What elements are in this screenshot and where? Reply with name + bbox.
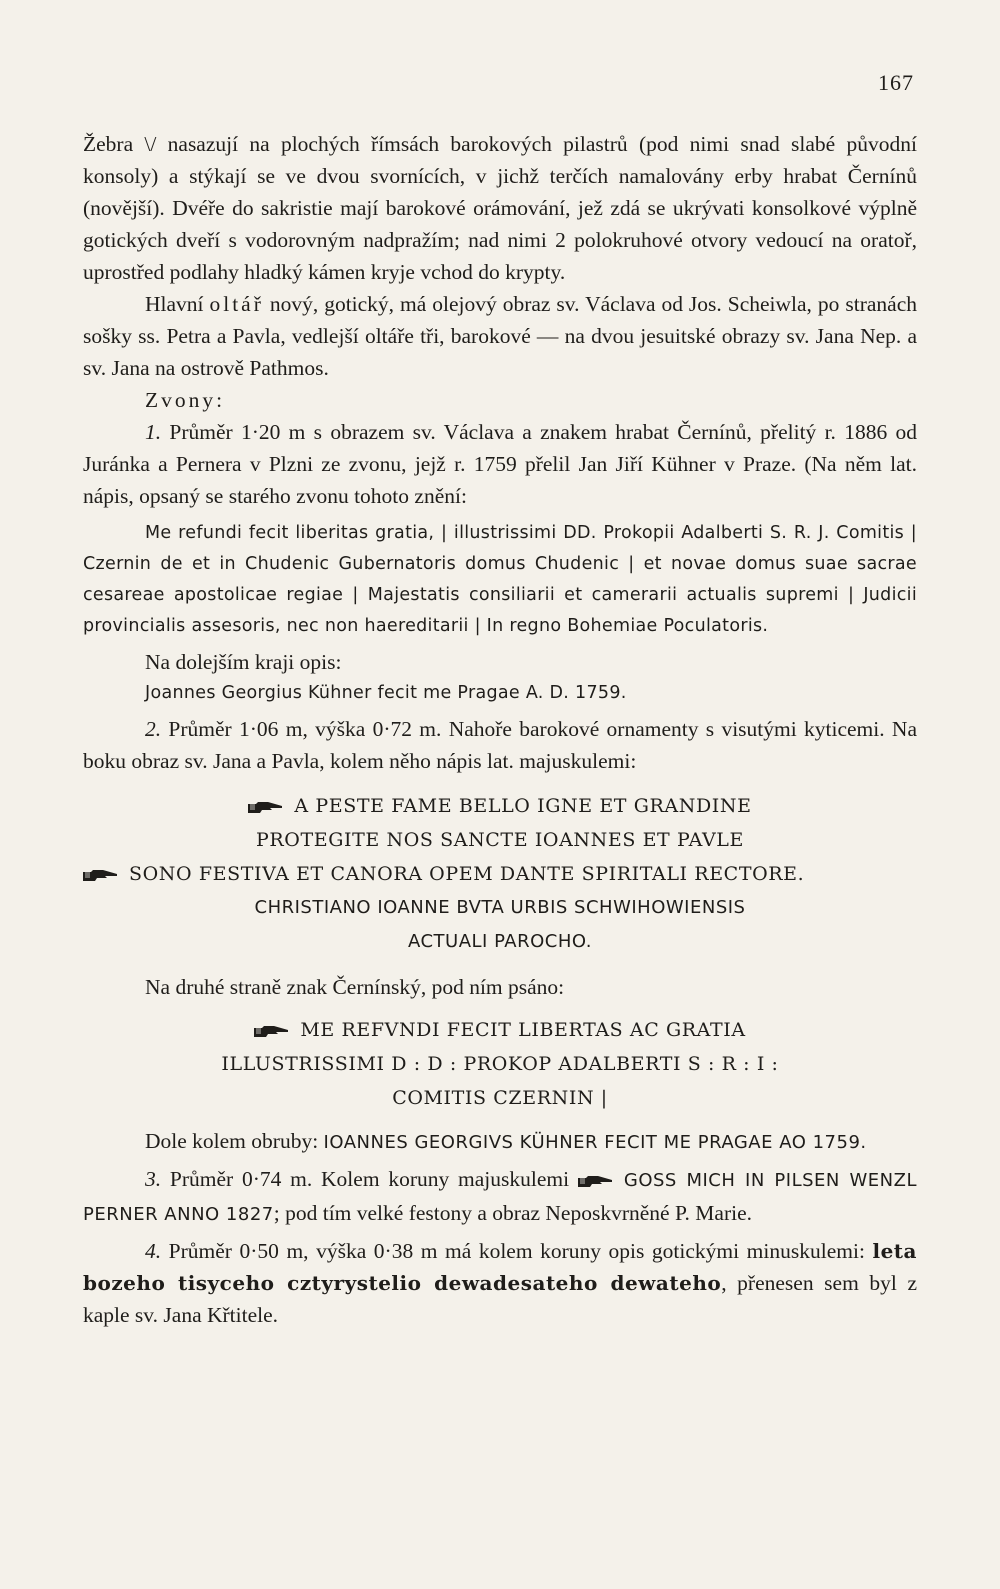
lower-edge-label: Na dolejším kraji opis: xyxy=(145,650,342,674)
paragraph-altar xyxy=(83,288,917,384)
other-side-label: Na druhé straně znak Černínský, pod ním psáno: xyxy=(145,975,565,999)
other-side-inscription xyxy=(83,1013,917,1115)
caps-line-6 xyxy=(83,1013,917,1047)
bell-4-text-b: , přenesen sem byl z kaple sv. Jana Křtitele. xyxy=(83,1271,917,1327)
bell-4-number: 4. xyxy=(145,1239,162,1263)
caps-line-1-text: A PESTE FAME BELLO IGNE ET GRANDINE xyxy=(294,795,752,817)
rim-prefix: Dole kolem obruby: xyxy=(145,1129,324,1153)
bell-1-number: 1. xyxy=(145,420,162,444)
bell-1-text: Průměr 1·20 m s obrazem sv. Václava a znakem hrabat Černínů, přelitý r. 1886 od Juránka a Pernera v Plzni ze zvonu, jejž r. 1759 přelil Jan Jiří Kühner v Praze. (Na něm lat. nápis, opsaný se starého zvonu tohoto znění: xyxy=(83,420,917,508)
caps-line-3-text: SONO FESTIVA ET CANORA OPEM DANTE SPIRITALI RECTORE. xyxy=(129,863,805,885)
page-number: 167 xyxy=(878,70,914,95)
bell-4-text-a: Průměr 0·50 m, výška 0·38 m má kolem koruny opis gotickými minuskulemi: xyxy=(161,1239,873,1263)
paragraph-bell-2 xyxy=(83,713,917,777)
rim-caps: IOANNES GEORGIVS KÜHNER FECIT ME PRAGAE AO 1759. xyxy=(323,1132,867,1153)
bell-3-number: 3. xyxy=(145,1167,162,1191)
caps-line-1 xyxy=(83,789,917,823)
caps-line-3 xyxy=(83,857,917,891)
caps-line-5: ACTUALI PAROCHO. xyxy=(407,931,593,952)
paragraph-bell-4 xyxy=(83,1235,917,1331)
bell-3-text-b: ; pod tím velké festony a obraz Neposkvrněné P. Marie. xyxy=(273,1201,752,1225)
altar-rest: nový, gotický, má olejový obraz sv. Václava od Jos. Scheiwla, po stranách sošky ss. Petra a Pavla, vedlejší oltáře tři, barokové — na dvou jesuitské obrazy sv. Jana Nep. a sv. Jana na ostrově Pathmos. xyxy=(83,292,917,380)
paragraph-vault: Žebra \/ nasazují na plochých římsách barokových pilastrů (pod nimi snad slabé původní konsoly) a stýkají se ve dvou svornících, v jichž terčích namalovány erby hrabat Černínů (novější). Dvéře do sakristie mají barokové orámování, jež zdá se ukrývati konsolkové výplně gotických dveří s vodorovným nadpražím; nad nimi 2 polokruhové otvory vedoucí na oratoř, uprostřed podlahy hladký kámen kryje vchod do krypty. xyxy=(83,132,917,284)
inscription-latin-2: Joannes Georgius Kühner fecit me Pragae A. D. 1759. xyxy=(145,683,627,703)
bell-2-number: 2. xyxy=(145,717,162,741)
pointing-hand-icon xyxy=(248,801,284,814)
paragraph-bell-1 xyxy=(83,416,917,512)
caps-line-4: CHRISTIANO IOANNE BVTA URBIS SCHWIHOWIENSIS xyxy=(254,897,746,918)
altar-prefix: Hlavní xyxy=(145,292,210,316)
altar-spaced-word: oltář xyxy=(209,292,264,316)
pointing-hand-icon xyxy=(254,1025,290,1038)
page-body xyxy=(83,128,917,1331)
caps-line-2: PROTEGITE NOS SANCTE IOANNES ET PAVLE xyxy=(256,829,744,851)
bell-2-inscription xyxy=(83,789,917,959)
bells-heading: Zvony: xyxy=(145,388,226,412)
bell-4-blackletter: leta bozeho tisyceho cztyrystelio dewadesateho dewateho xyxy=(83,1239,917,1295)
paragraph-rim xyxy=(83,1125,917,1159)
bell-2-text: Průměr 1·06 m, výška 0·72 m. Nahoře barokové ornamenty s visutými kyticemi. Na boku obraz sv. Jana a Pavla, kolem něho nápis lat. majuskulemi: xyxy=(83,717,917,773)
caps-line-6-text: ME REFVNDI FECIT LIBERTAS AC GRATIA xyxy=(300,1019,746,1041)
paragraph-bell-3 xyxy=(83,1163,917,1231)
pointing-hand-icon xyxy=(83,869,119,882)
bell-3-caps: GOSS MICH IN PILSEN WENZL PERNER ANNO 1827 xyxy=(83,1170,918,1225)
inscription-latin-1: Me refundi fecit liberitas gratia, | illustrissimi DD. Prokopii Adalberti S. R. J. Comitis | Czernin de et in Chudenic Gubernatoris domus Chudenic | et novae domus suae sacrae cesareae apostolicae regiae | Majestatis consiliarii et camerarii actualis supremi | Judicii provincialis assesoris, nec non haereditarii | In regno Bohemiae Poculatoris. xyxy=(83,523,917,636)
caps-line-8: COMITIS CZERNIN | xyxy=(392,1087,608,1109)
caps-line-7: ILLUSTRISSIMI D : D : PROKOP ADALBERTI S : R : I : xyxy=(221,1053,779,1075)
pointing-hand-icon xyxy=(578,1175,614,1188)
bell-3-text-a: Průměr 0·74 m. Kolem koruny majuskulemi xyxy=(161,1167,578,1191)
